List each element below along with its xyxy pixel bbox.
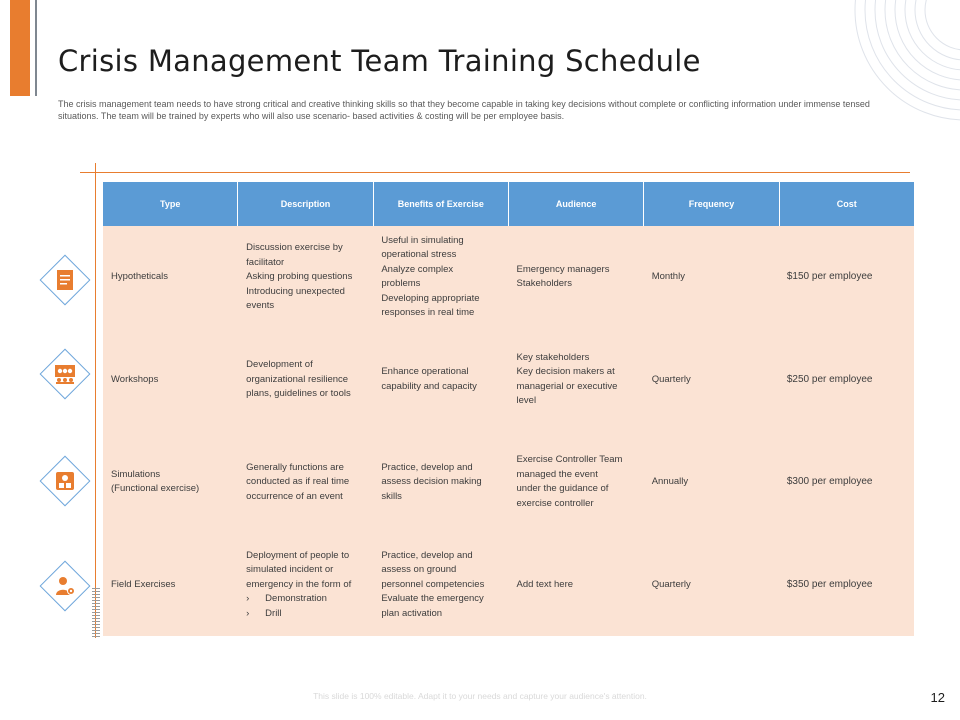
- cell-line: Introducing unexpected: [246, 285, 345, 297]
- intro-paragraph: The crisis management team needs to have strong critical and creative thinking skills so that they become capable in taking key decisions without complete or conflicting information under immense tensed situations. The team will be trained by experts who will also use scenario- based activities & costing will be per employee basis.: [58, 99, 870, 121]
- cell-line: Analyze complex: [381, 263, 454, 275]
- cell-audience: [509, 534, 644, 637]
- cell-line: level: [516, 395, 537, 407]
- cell-line: assess decision making: [381, 476, 482, 487]
- cell-line: emergency in the form of: [246, 578, 352, 590]
- cell-frequency: [644, 329, 779, 432]
- bullet-item: [246, 592, 351, 607]
- cell-line: personnel competencies: [381, 578, 485, 590]
- cell-cost: [779, 431, 914, 534]
- cell-cost: [779, 329, 914, 432]
- bullet-text: Drill: [265, 607, 282, 619]
- accent-line: [35, 0, 37, 96]
- header-cost: Cost: [836, 199, 857, 209]
- cell-cost: [779, 534, 914, 637]
- cell-line: Workshops: [111, 373, 159, 385]
- cell-description: [238, 226, 373, 329]
- cell-benefits: [373, 226, 508, 329]
- cell-description: [238, 534, 373, 637]
- cell-line: Deployment of people to: [246, 549, 350, 561]
- cell-type: [103, 431, 238, 534]
- cell-benefits: [373, 534, 508, 637]
- cell-frequency: [644, 226, 779, 329]
- cell-line: Monthly: [651, 271, 685, 282]
- left-timeline-line: [95, 163, 96, 638]
- cell-line: conducted as if real time: [246, 476, 350, 487]
- cell-line: Quarterly: [651, 578, 691, 590]
- cell-line: Practice, develop and: [381, 461, 473, 473]
- table-row: [103, 226, 914, 329]
- cell-line: Emergency managers: [516, 263, 610, 275]
- cell-line: assess on ground: [381, 564, 457, 575]
- bullet-text: Demonstration: [265, 593, 327, 604]
- cell-type: [103, 226, 238, 329]
- cell-line: $300 per employee: [786, 476, 873, 487]
- cell-description: [238, 329, 373, 432]
- cell-line: under the guidance of: [516, 483, 609, 495]
- cell-line: Asking probing questions: [246, 271, 353, 282]
- cell-line: Discussion exercise by: [246, 242, 343, 253]
- cell-line: Practice, develop and: [381, 549, 473, 561]
- dotted-marker: [92, 588, 100, 638]
- header-type: Type: [103, 182, 238, 226]
- document-icon: [53, 268, 77, 292]
- cell-line: responses in real time: [381, 307, 475, 319]
- cell-line: $350 per employee: [786, 578, 873, 590]
- cell-audience: [509, 431, 644, 534]
- cell-line: Field Exercises: [111, 578, 176, 590]
- cell-line: managerial or executive: [516, 380, 618, 392]
- cell-benefits: [373, 431, 508, 534]
- cell-line: operational stress: [381, 249, 457, 261]
- header-frequency: Frequency: [644, 182, 779, 226]
- cell-line: occurrence of an event: [246, 490, 343, 502]
- cell-audience: [509, 329, 644, 432]
- cell-line: organizational resilience: [246, 373, 349, 385]
- cell-line: $150 per employee: [786, 271, 873, 282]
- header-description: Description: [238, 182, 373, 226]
- top-divider-line: [80, 172, 910, 173]
- page-number: 12: [930, 690, 945, 705]
- header-audience: Audience: [509, 182, 644, 226]
- bullet-mark: ›: [246, 593, 250, 604]
- cell-line: exercise controller: [516, 497, 594, 509]
- cell-line: Generally functions are: [246, 461, 344, 473]
- cell-line: events: [246, 300, 275, 311]
- cell-line: Key stakeholders: [516, 351, 590, 363]
- cell-line: Add text here: [516, 578, 574, 590]
- cell-line: managed the event: [516, 468, 598, 480]
- cell-line: Quarterly: [651, 373, 691, 385]
- cell-benefits: [373, 329, 508, 432]
- bullet-item: [246, 607, 351, 622]
- cell-line: $250 per employee: [786, 373, 873, 385]
- header-benefits: Benefits of Exercise: [374, 182, 509, 226]
- cell-line: Simulations: [111, 468, 161, 480]
- cell-line: Developing appropriate: [381, 292, 480, 304]
- team-meeting-icon: [53, 362, 77, 386]
- cell-line: plans, guidelines or tools: [246, 388, 351, 399]
- cell-frequency: [644, 431, 779, 534]
- table-header-row: [103, 182, 914, 226]
- cell-audience: [509, 226, 644, 329]
- cell-frequency: [644, 534, 779, 637]
- cell-line: Stakeholders: [516, 278, 572, 290]
- training-schedule-table: [103, 182, 914, 636]
- cell-type: [103, 534, 238, 637]
- cell-line: problems: [381, 278, 421, 290]
- cell-line: Annually: [651, 476, 689, 487]
- table-body: [103, 226, 914, 636]
- bullet-mark: ›: [246, 607, 250, 619]
- cell-line: (Functional exercise): [111, 483, 200, 495]
- cell-line: facilitator: [246, 256, 285, 268]
- cell-line: Useful in simulating: [381, 234, 464, 246]
- cell-cost: [779, 226, 914, 329]
- cell-line: skills: [381, 490, 402, 502]
- cell-line: Exercise Controller Team: [516, 454, 623, 466]
- table-row: [103, 534, 914, 637]
- cell-line: simulated incident or: [246, 564, 334, 575]
- cell-type: [103, 329, 238, 432]
- cell-line: Hypotheticals: [111, 271, 169, 282]
- cell-line: Key decision makers at: [516, 366, 615, 378]
- footer-note: This slide is 100% editable. Adapt it to your needs and capture your audience's attention.: [313, 691, 647, 701]
- page-title: Crisis Management Team Training Schedule: [58, 44, 701, 78]
- cell-description: [238, 431, 373, 534]
- cell-line: plan activation: [381, 607, 443, 619]
- cell-line: Evaluate the emergency: [381, 593, 484, 604]
- table-row: [103, 329, 914, 432]
- cell-line: Enhance operational: [381, 366, 469, 378]
- simulation-icon: [53, 469, 77, 493]
- person-gear-icon: [53, 574, 77, 598]
- accent-bar: [10, 0, 30, 96]
- cell-line: Development of: [246, 359, 313, 370]
- cell-line: capability and capacity: [381, 380, 477, 392]
- table-row: [103, 431, 914, 534]
